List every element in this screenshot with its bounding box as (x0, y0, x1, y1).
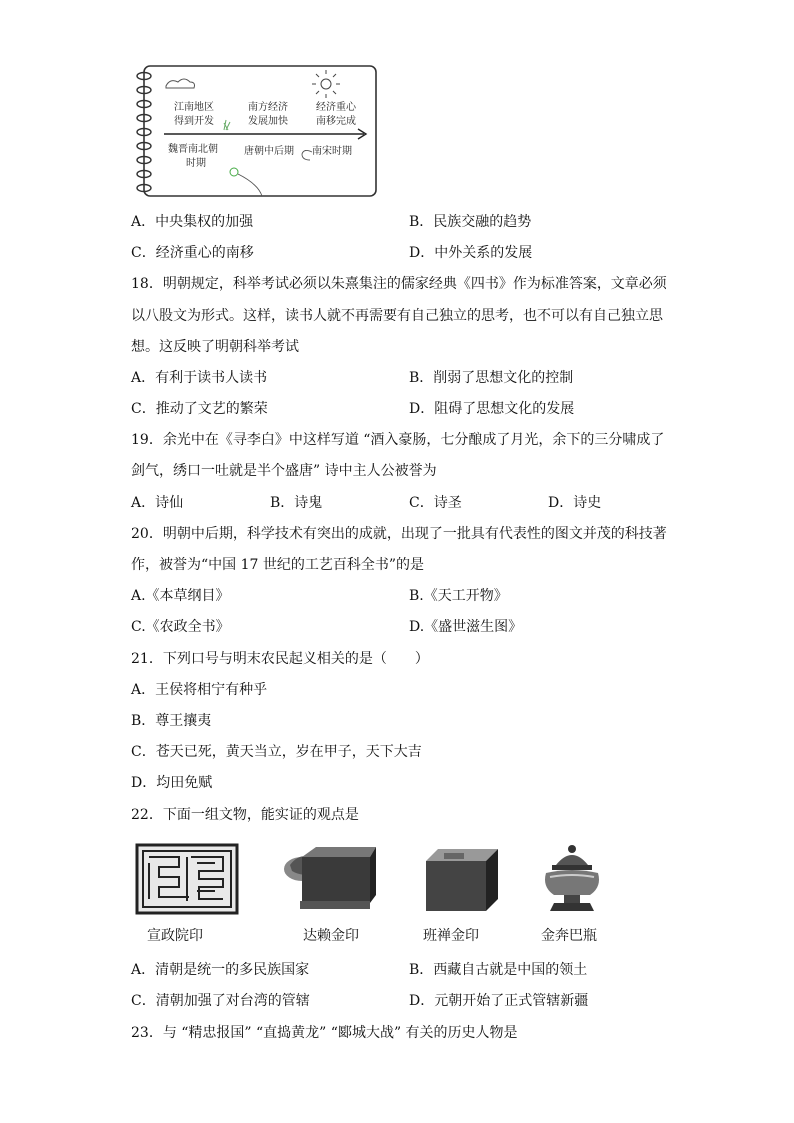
timeline-top-label: 发展加快 (248, 116, 288, 127)
q21-option-c[interactable]: C．苍天已死，黄天当立，岁在甲子，天下大吉 (131, 744, 422, 760)
q20-stem-line: 作，被誉为“中国 17 世纪的工艺百科全书”的是 (131, 557, 425, 573)
q22-stem: 22．下面一组文物，能实证的观点是 (131, 807, 359, 823)
timeline-top-label: 经济重心 (316, 102, 356, 113)
q20-option-a[interactable]: A.《本草纲目》 (131, 588, 230, 604)
timeline-top-label: 江南地区 (174, 102, 214, 113)
q22-option-c[interactable]: C．清朝加强了对台湾的管辖 (131, 993, 310, 1009)
xuanzheng-seal-image (135, 843, 239, 915)
timeline-bottom-label: 时期 (186, 158, 206, 169)
q21-option-a[interactable]: A．王侯将相宁有种乎 (131, 682, 268, 698)
q18-stem-line: 想。这反映了明朝科举考试 (131, 339, 299, 355)
q17-option-c[interactable]: C．经济重心的南移 (131, 245, 254, 261)
timeline-top-label: 南方经济 (248, 102, 288, 113)
q18-stem-line: 以八股文为形式。这样，读书人就不再需要有自己独立的思考，也不可以有自己独立思 (131, 308, 663, 324)
q19-option-a[interactable]: A．诗仙 (131, 495, 184, 511)
q20-option-d[interactable]: D.《盛世滋生图》 (409, 619, 523, 635)
q21-stem: 21．下列口号与明末农民起义相关的是（ ） (131, 651, 429, 667)
q19-option-d[interactable]: D．诗史 (548, 495, 602, 511)
q20-option-c[interactable]: C.《农政全书》 (131, 619, 230, 635)
q22-option-d[interactable]: D．元朝开始了正式管辖新疆 (409, 993, 589, 1009)
q20-option-b[interactable]: B.《天工开物》 (409, 588, 508, 604)
q17-option-b[interactable]: B．民族交融的趋势 (409, 214, 532, 230)
q19-stem-line: 19．余光中在《寻李白》中这样写道 “酒入豪肠，七分酿成了月光，余下的三分啸成了 (131, 432, 665, 448)
timeline-bottom-label: 南宋时期 (312, 146, 352, 157)
q17-option-d[interactable]: D．中外关系的发展 (409, 245, 533, 261)
timeline-top-label: 得到开发 (174, 116, 214, 127)
q20-stem-line: 20．明朝中后期，科学技术有突出的成就，出现了一批具有代表性的图文并茂的科技著 (131, 526, 667, 542)
artifact-caption: 班禅金印 (423, 928, 479, 944)
dalai-gold-seal-image (272, 843, 376, 915)
panchen-gold-seal-image (420, 843, 502, 915)
artifact-caption: 宣政院印 (147, 928, 203, 944)
q22-option-a[interactable]: A．清朝是统一的多民族国家 (131, 962, 310, 978)
q18-stem-line: 18．明朝规定，科举考试必须以朱熹集注的儒家经典《四书》作为标准答案，文章必须 (131, 276, 667, 292)
artifact-caption: 金奔巴瓶 (541, 928, 597, 944)
q21-option-d[interactable]: D．均田免赋 (131, 775, 213, 791)
q18-option-d[interactable]: D．阻碍了思想文化的发展 (409, 401, 575, 417)
timeline-top-label: 南移完成 (316, 116, 356, 127)
golden-urn-image (534, 843, 610, 915)
timeline-bottom-label: 魏晋南北朝 (168, 144, 218, 155)
q18-option-c[interactable]: C．推动了文艺的繁荣 (131, 401, 268, 417)
q21-option-b[interactable]: B．尊王攘夷 (131, 713, 212, 729)
timeline-bottom-label: 唐朝中后期 (244, 146, 294, 157)
q17-option-a[interactable]: A．中央集权的加强 (131, 214, 254, 230)
q19-stem-line: 剑气，绣口一吐就是半个盛唐” 诗中主人公被誉为 (131, 463, 437, 479)
artifact-caption: 达赖金印 (303, 928, 359, 944)
q23-stem: 23．与 “精忠报国” “直捣黄龙” “郾城大战” 有关的历史人物是 (131, 1025, 518, 1041)
q22-option-b[interactable]: B．西藏自古就是中国的领土 (409, 962, 588, 978)
q19-option-c[interactable]: C．诗圣 (409, 495, 462, 511)
q18-option-a[interactable]: A．有利于读书人读书 (131, 370, 268, 386)
q18-option-b[interactable]: B．削弱了思想文化的控制 (409, 370, 574, 386)
timeline-notebook-figure (136, 62, 380, 200)
q19-option-b[interactable]: B．诗鬼 (270, 495, 323, 511)
